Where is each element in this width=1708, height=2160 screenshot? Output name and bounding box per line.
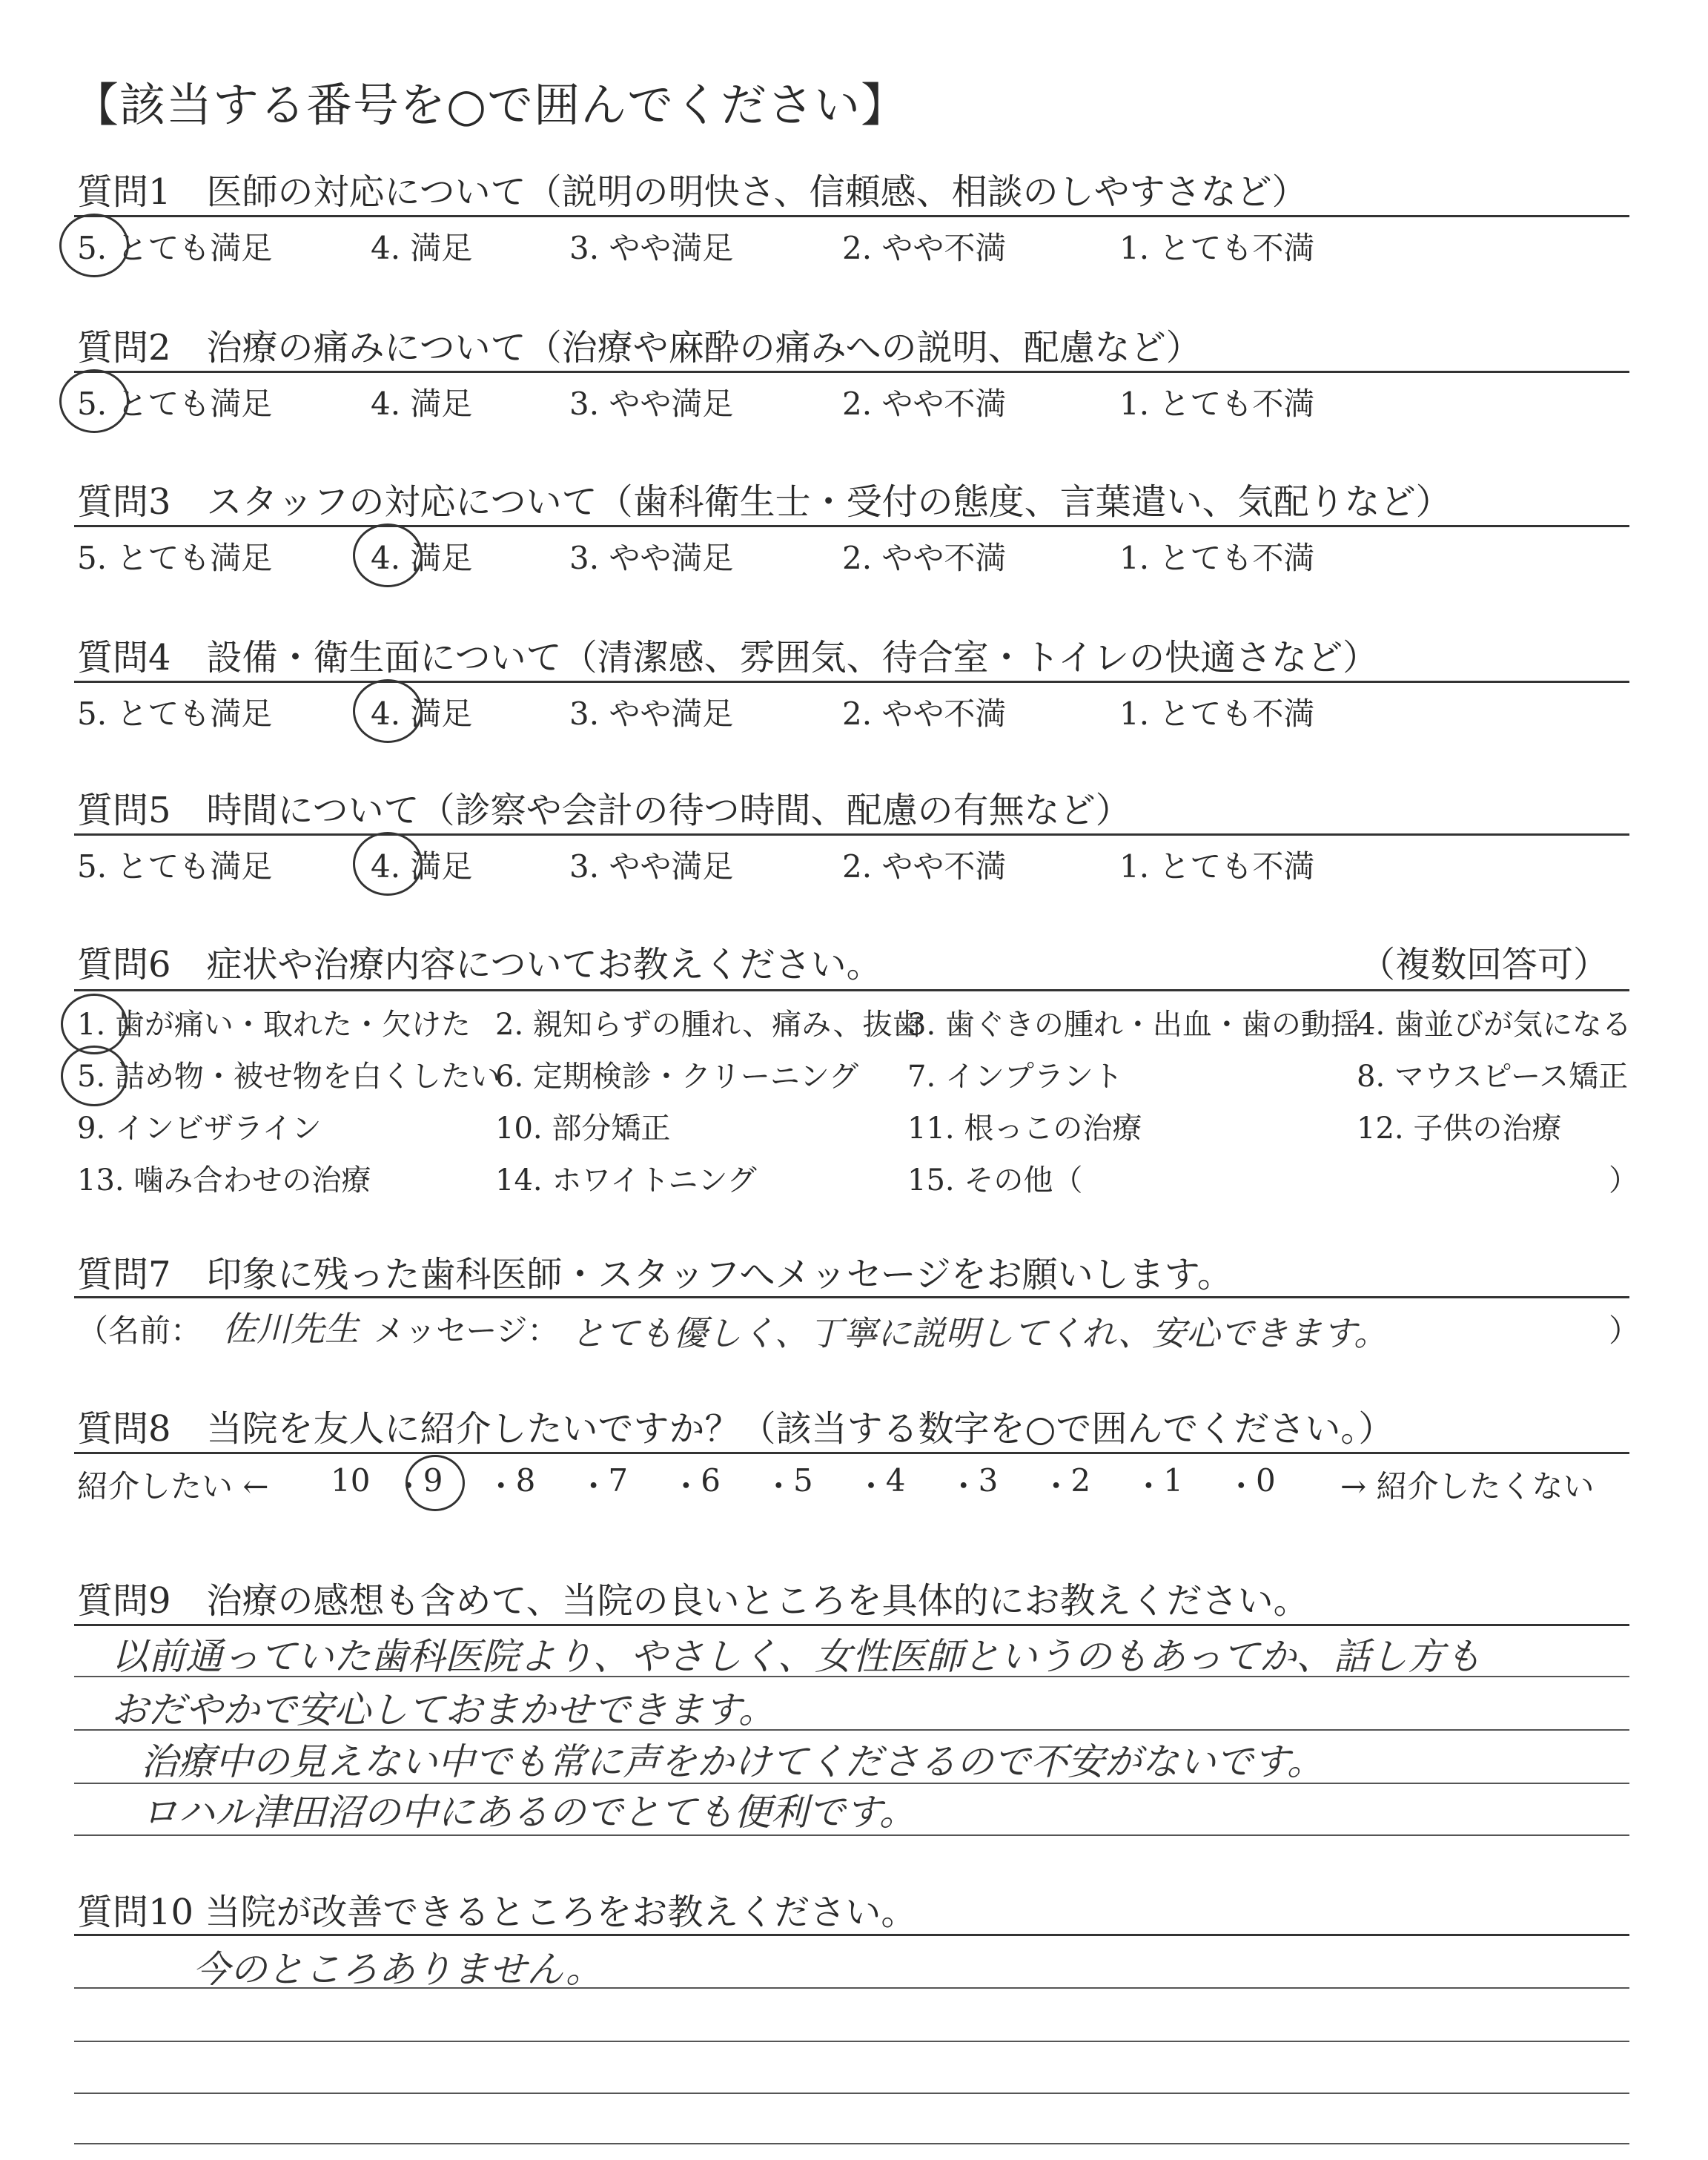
q8-scale-value[interactable]: 8: [515, 1462, 536, 1499]
q8-scale-value[interactable]: 10: [331, 1462, 371, 1499]
q8-separator-dot: ・: [1225, 1468, 1257, 1505]
q8-left-label: 紹介したい ←: [77, 1468, 269, 1505]
q6-option[interactable]: 13. 噛み合わせの治療: [77, 1163, 371, 1198]
q5-option[interactable]: 3. やや満足: [569, 848, 734, 885]
q1-option[interactable]: 3. やや満足: [569, 230, 734, 266]
q6-option[interactable]: 1. 歯が痛い・取れた・欠けた: [77, 1008, 471, 1042]
q8-scale-value[interactable]: 9: [423, 1462, 443, 1499]
q7-name-value[interactable]: 佐川先生: [222, 1309, 359, 1349]
q6-option[interactable]: ）: [1609, 1163, 1638, 1198]
q8-separator-dot: ・: [855, 1468, 887, 1505]
q6-option[interactable]: 11. 根っこの治療: [907, 1112, 1142, 1146]
q8-separator-dot: ・: [947, 1468, 979, 1505]
q2-title: 質問2 治療の痛みについて（治療や麻酔の痛みへの説明、配慮など）: [77, 327, 1202, 369]
q8-scale-value[interactable]: 3: [978, 1462, 999, 1499]
q5-option[interactable]: 2. やや不満: [842, 848, 1007, 885]
q8-right-label: → 紹介したくない: [1340, 1468, 1595, 1505]
q8-scale-value[interactable]: 5: [793, 1462, 813, 1499]
q1-option[interactable]: 4. 満足: [371, 230, 473, 266]
q6-option[interactable]: 7. インプラント: [907, 1060, 1123, 1094]
q9-answer-line[interactable]: おだやかで安心しておまかせできます。: [111, 1688, 775, 1731]
q9-title: 質問9 治療の感想も含めて、当院の良いところを具体的にお教えください。: [77, 1580, 1309, 1622]
q3-option[interactable]: 4. 満足: [371, 540, 473, 576]
q9-answer-line[interactable]: ロハル津田沼の中にあるのでとても便利です。: [141, 1791, 916, 1834]
q3-option[interactable]: 5. とても満足: [77, 540, 273, 576]
q2-option[interactable]: 3. やや満足: [569, 386, 734, 422]
q8-separator-dot: ・: [393, 1468, 425, 1505]
q1-option[interactable]: 1. とても不満: [1119, 230, 1315, 266]
q7-message-value[interactable]: とても優しく、丁寧に説明してくれ、安心できます。: [571, 1313, 1388, 1353]
selection-circle: [406, 1455, 465, 1511]
q2-option[interactable]: 1. とても不満: [1119, 386, 1315, 422]
q8-scale-value[interactable]: 0: [1256, 1462, 1276, 1499]
q4-option[interactable]: 4. 満足: [371, 696, 473, 732]
selection-circle: [59, 369, 129, 433]
selection-circle: [353, 679, 423, 743]
q9-answer-line[interactable]: 治療中の見えない中でも常に声をかけてくださるので不安がないです。: [141, 1740, 1324, 1783]
q6-option[interactable]: 10. 部分矯正: [495, 1112, 671, 1146]
q7-name-label: （名前：: [77, 1312, 202, 1349]
q2-option[interactable]: 2. やや不満: [842, 386, 1007, 422]
q6-option[interactable]: 4. 歯並びが気になる: [1357, 1008, 1632, 1042]
q1-title: 質問1 医師の対応について（説明の明快さ、信頼感、相談のしやすさなど）: [77, 171, 1308, 213]
selection-circle: [353, 832, 423, 896]
q6-option[interactable]: 12. 子供の治療: [1357, 1112, 1562, 1146]
q6-option[interactable]: 15. その他（: [907, 1163, 1083, 1198]
q1-option[interactable]: 5. とても満足: [77, 230, 273, 266]
q6-option[interactable]: 6. 定期検診・クリーニング: [495, 1060, 859, 1094]
q8-title: 質問8 当院を友人に紹介したいですか？（該当する数字を○で囲んでください。）: [77, 1408, 1394, 1450]
q2-option[interactable]: 4. 満足: [371, 386, 473, 422]
q8-scale-value[interactable]: 1: [1163, 1462, 1183, 1499]
q6-option[interactable]: 9. インビザライン: [77, 1112, 322, 1146]
q4-option[interactable]: 5. とても満足: [77, 696, 273, 732]
form-header: 【該当する番号を○で囲んでください】: [73, 78, 908, 132]
q3-title: 質問3 スタッフの対応について（歯科衛生士・受付の態度、言葉遣い、気配りなど）: [77, 481, 1452, 523]
q8-separator-dot: ・: [577, 1468, 609, 1505]
q8-separator-dot: ・: [485, 1468, 517, 1505]
q9-answer-line[interactable]: 以前通っていた歯科医院より、やさしく、女性医師というのもあってか、話し方も: [111, 1635, 1482, 1678]
q6-option[interactable]: 14. ホワイトニング: [495, 1163, 757, 1198]
q5-option[interactable]: 4. 満足: [371, 848, 473, 885]
q3-option[interactable]: 2. やや不満: [842, 540, 1007, 576]
q6-note: （複数回答可）: [1360, 944, 1609, 985]
q8-separator-dot: ・: [1133, 1468, 1165, 1505]
q4-title: 質問4 設備・衛生面について（清潔感、雰囲気、待合室・トイレの快適さなど）: [77, 637, 1379, 678]
q8-scale-value[interactable]: 2: [1070, 1462, 1091, 1499]
q1-option[interactable]: 2. やや不満: [842, 230, 1007, 266]
q6-title: 質問6 症状や治療内容についてお教えください。: [77, 944, 882, 985]
q7-close-paren: ）: [1609, 1312, 1641, 1349]
q2-option[interactable]: 5. とても満足: [77, 386, 273, 422]
q6-option[interactable]: 5. 詰め物・被せ物を白くしたい: [77, 1060, 500, 1094]
q4-option[interactable]: 1. とても不満: [1119, 696, 1315, 732]
q6-option[interactable]: 3. 歯ぐきの腫れ・出血・歯の動揺: [907, 1008, 1360, 1042]
q8-scale-value[interactable]: 6: [701, 1462, 721, 1499]
q8-separator-dot: ・: [763, 1468, 795, 1505]
q8-separator-dot: ・: [1040, 1468, 1072, 1505]
q5-option[interactable]: 1. とても不満: [1119, 848, 1315, 885]
q3-option[interactable]: 1. とても不満: [1119, 540, 1315, 576]
q10-answer[interactable]: 今のところありません。: [193, 1948, 603, 1991]
q5-title: 質問5 時間について（診察や会計の待つ時間、配慮の有無など）: [77, 790, 1131, 831]
q8-scale-value[interactable]: 4: [885, 1462, 906, 1499]
q7-message-label: メッセージ：: [374, 1312, 559, 1349]
selection-circle: [59, 214, 129, 277]
q8-scale-value[interactable]: 7: [608, 1462, 629, 1499]
q6-option[interactable]: 8. マウスピース矯正: [1357, 1060, 1629, 1094]
selection-circle: [61, 1046, 128, 1106]
q5-option[interactable]: 5. とても満足: [77, 848, 273, 885]
q4-option[interactable]: 3. やや満足: [569, 696, 734, 732]
q10-title: 質問10 当院が改善できるところをお教えください。: [77, 1892, 917, 1933]
q7-title: 質問7 印象に残った歯科医師・スタッフへメッセージをお願いします。: [77, 1254, 1233, 1295]
selection-circle: [353, 524, 423, 587]
q6-option[interactable]: 2. 親知らずの腫れ、痛み、抜歯: [495, 1008, 922, 1042]
q8-separator-dot: ・: [670, 1468, 702, 1505]
q3-option[interactable]: 3. やや満足: [569, 540, 734, 576]
q4-option[interactable]: 2. やや不満: [842, 696, 1007, 732]
